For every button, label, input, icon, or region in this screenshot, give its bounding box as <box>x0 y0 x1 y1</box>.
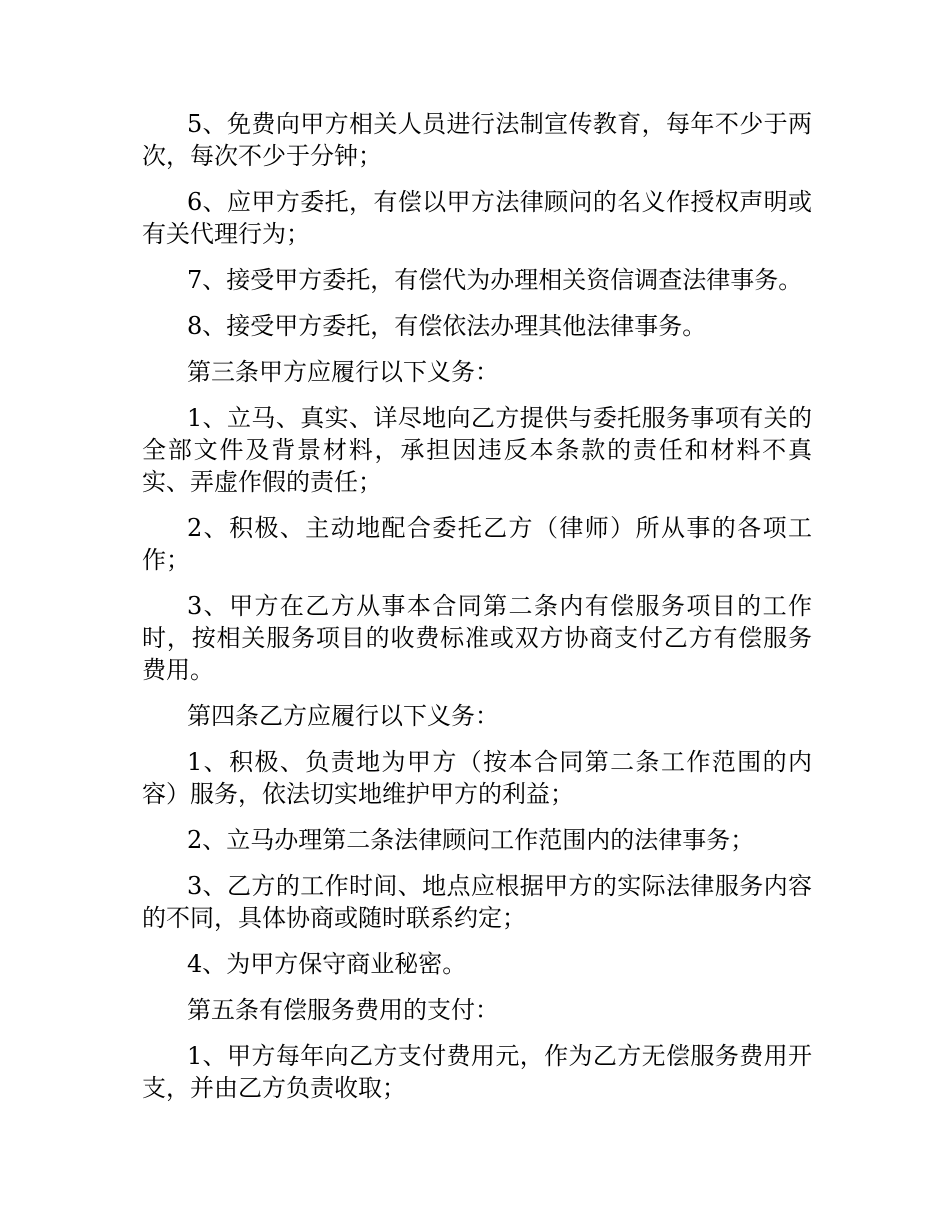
article-4-heading: 第四条乙方应履行以下义务： <box>187 702 499 730</box>
document-body <box>142 108 812 1118</box>
paragraph-item-7-credit-investigation: 7、接受甲方委托，有偿代为办理相关资信调查法律事务。 <box>187 266 803 294</box>
article-3-item-3: 3、甲方在乙方从事本合同第二条内有偿服务项目的工作时，按相关服务项目的收费标准或双方协商支付乙方有偿服务费用。 <box>142 592 812 684</box>
article-4-item-4: 4、为甲方保守商业秘密。 <box>187 950 467 978</box>
article-5-heading: 第五条有偿服务费用的支付： <box>187 996 499 1024</box>
article-5-item-1: 1、甲方每年向乙方支付费用元，作为乙方无偿服务费用开支，并由乙方负责收取； <box>142 1042 812 1102</box>
article-3-item-2: 2、积极、主动地配合委托乙方（律师）所从事的各项工作； <box>142 514 812 574</box>
article-3-item-1: 1、立马、真实、详尽地向乙方提供与委托服务事项有关的全部文件及背景材料，承担因违反本条款的责任和材料不真实、弄虚作假的责任； <box>142 404 812 496</box>
paragraph-item-5-free-education: 5、免费向甲方相关人员进行法制宣传教育，每年不少于两次，每次不少于分钟； <box>142 110 812 170</box>
paragraph-item-8-other-affairs: 8、接受甲方委托，有偿依法办理其他法律事务。 <box>187 312 707 340</box>
article-4-item-1: 1、积极、负责地为甲方（按本合同第二条工作范围的内容）服务，依法切实地维护甲方的利益； <box>142 748 812 808</box>
article-4-item-3: 3、乙方的工作时间、地点应根据甲方的实际法律服务内容的不同，具体协商或随时联系约定； <box>142 872 812 932</box>
paragraph-item-6-authorization: 6、应甲方委托，有偿以甲方法律顾问的名义作授权声明或有关代理行为； <box>142 188 812 248</box>
article-4-item-2: 2、立马办理第二条法律顾问工作范围内的法律事务； <box>187 826 755 854</box>
article-3-heading: 第三条甲方应履行以下义务： <box>187 358 499 386</box>
